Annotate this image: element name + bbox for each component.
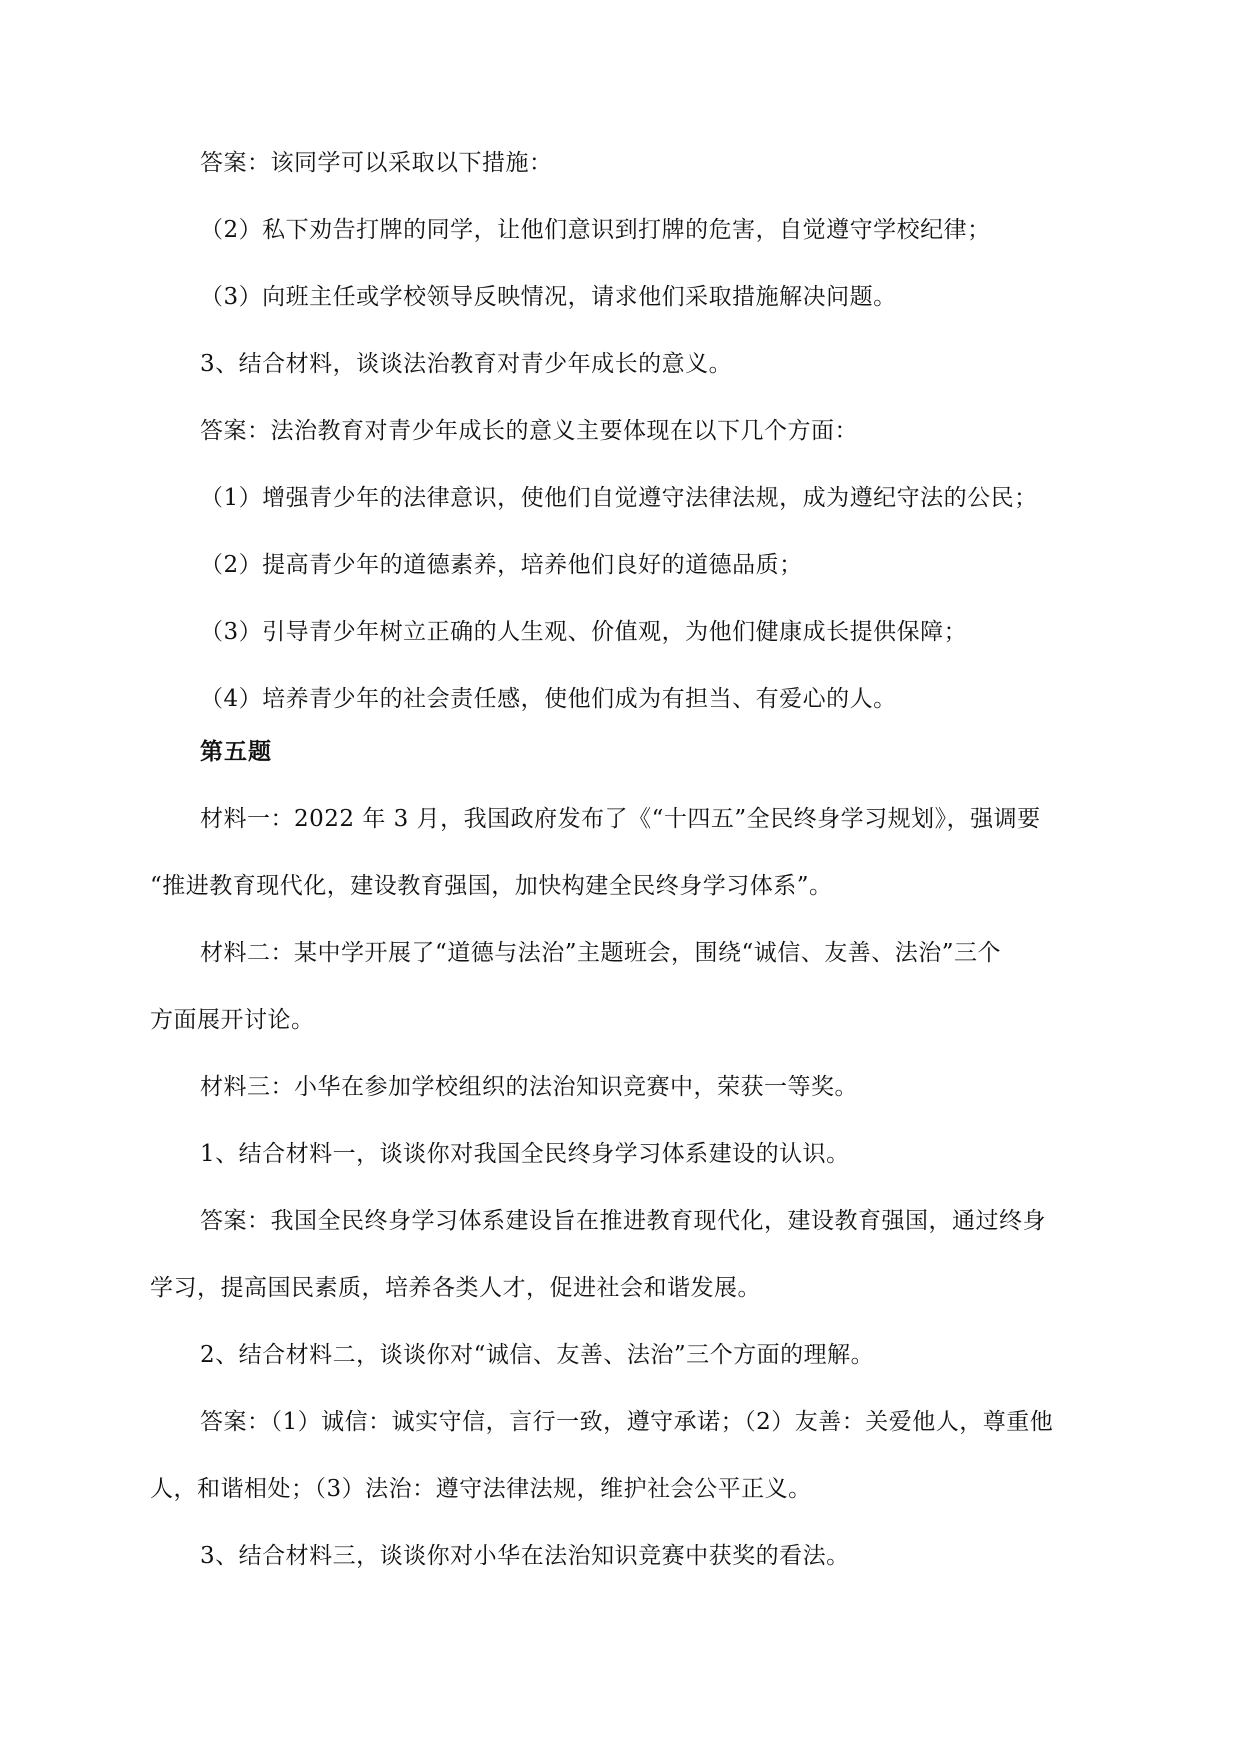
section-heading: 第五题 bbox=[200, 738, 272, 765]
paragraph-point-2: （2）提高青少年的道德素养，培养他们良好的道德品质； bbox=[200, 552, 803, 578]
paragraph-point-3: （3）引导青少年树立正确的人生观、价值观，为他们健康成长提供保障； bbox=[200, 619, 968, 645]
material-2-line-1: 材料二：某中学开展了“道德与法治”主题班会，围绕“诚信、友善、法治”三个 bbox=[200, 940, 1002, 966]
paragraph-measure-2: （2）私下劝告打牌的同学，让他们意识到打牌的危害，自觉遵守学校纪律； bbox=[200, 217, 991, 243]
material-1-line-2: “推进教育现代化，建设教育强国，加快构建全民终身学习体系”。 bbox=[150, 873, 833, 899]
paragraph-point-4: （4）培养青少年的社会责任感，使他们成为有担当、有爱心的人。 bbox=[200, 686, 897, 712]
answer-2-line-1: 答案：（1）诚信：诚实守信，言行一致，遵守承诺；（2）友善：关爱他人，尊重他 bbox=[200, 1409, 1054, 1435]
answer-1-line-1: 答案：我国全民终身学习体系建设旨在推进教育现代化，建设教育强国，通过终身 bbox=[200, 1208, 1046, 1234]
paragraph-measure-3: （3）向班主任或学校领导反映情况，请求他们采取措施解决问题。 bbox=[200, 284, 897, 310]
paragraph-answer-significance: 答案：法治教育对青少年成长的意义主要体现在以下几个方面： bbox=[200, 418, 858, 444]
question-2: 2、结合材料二，谈谈你对“诚信、友善、法治”三个方面的理解。 bbox=[200, 1342, 875, 1368]
material-2-line-2: 方面展开讨论。 bbox=[150, 1007, 315, 1033]
paragraph-point-1: （1）增强青少年的法律意识，使他们自觉遵守法律法规，成为遵纪守法的公民； bbox=[200, 485, 1038, 511]
question-1: 1、结合材料一，谈谈你对我国全民终身学习体系建设的认识。 bbox=[200, 1141, 850, 1167]
paragraph-answer-intro: 答案：该同学可以采取以下措施： bbox=[200, 150, 553, 176]
material-3: 材料三：小华在参加学校组织的法治知识竞赛中，荣获一等奖。 bbox=[200, 1074, 858, 1100]
answer-2-line-2: 人，和谐相处；（3）法治：遵守法律法规，维护社会公平正义。 bbox=[150, 1476, 812, 1502]
answer-1-line-2: 学习，提高国民素质，培养各类人才，促进社会和谐发展。 bbox=[150, 1275, 761, 1301]
material-1-line-1: 材料一：2022 年 3 月，我国政府发布了《“十四五”全民终身学习规划》，强调要 bbox=[200, 806, 1041, 832]
question-3: 3、结合材料，谈谈法治教育对青少年成长的意义。 bbox=[200, 351, 733, 377]
question-3-material-3: 3、结合材料三，谈谈你对小华在法治知识竞赛中获奖的看法。 bbox=[200, 1543, 850, 1569]
